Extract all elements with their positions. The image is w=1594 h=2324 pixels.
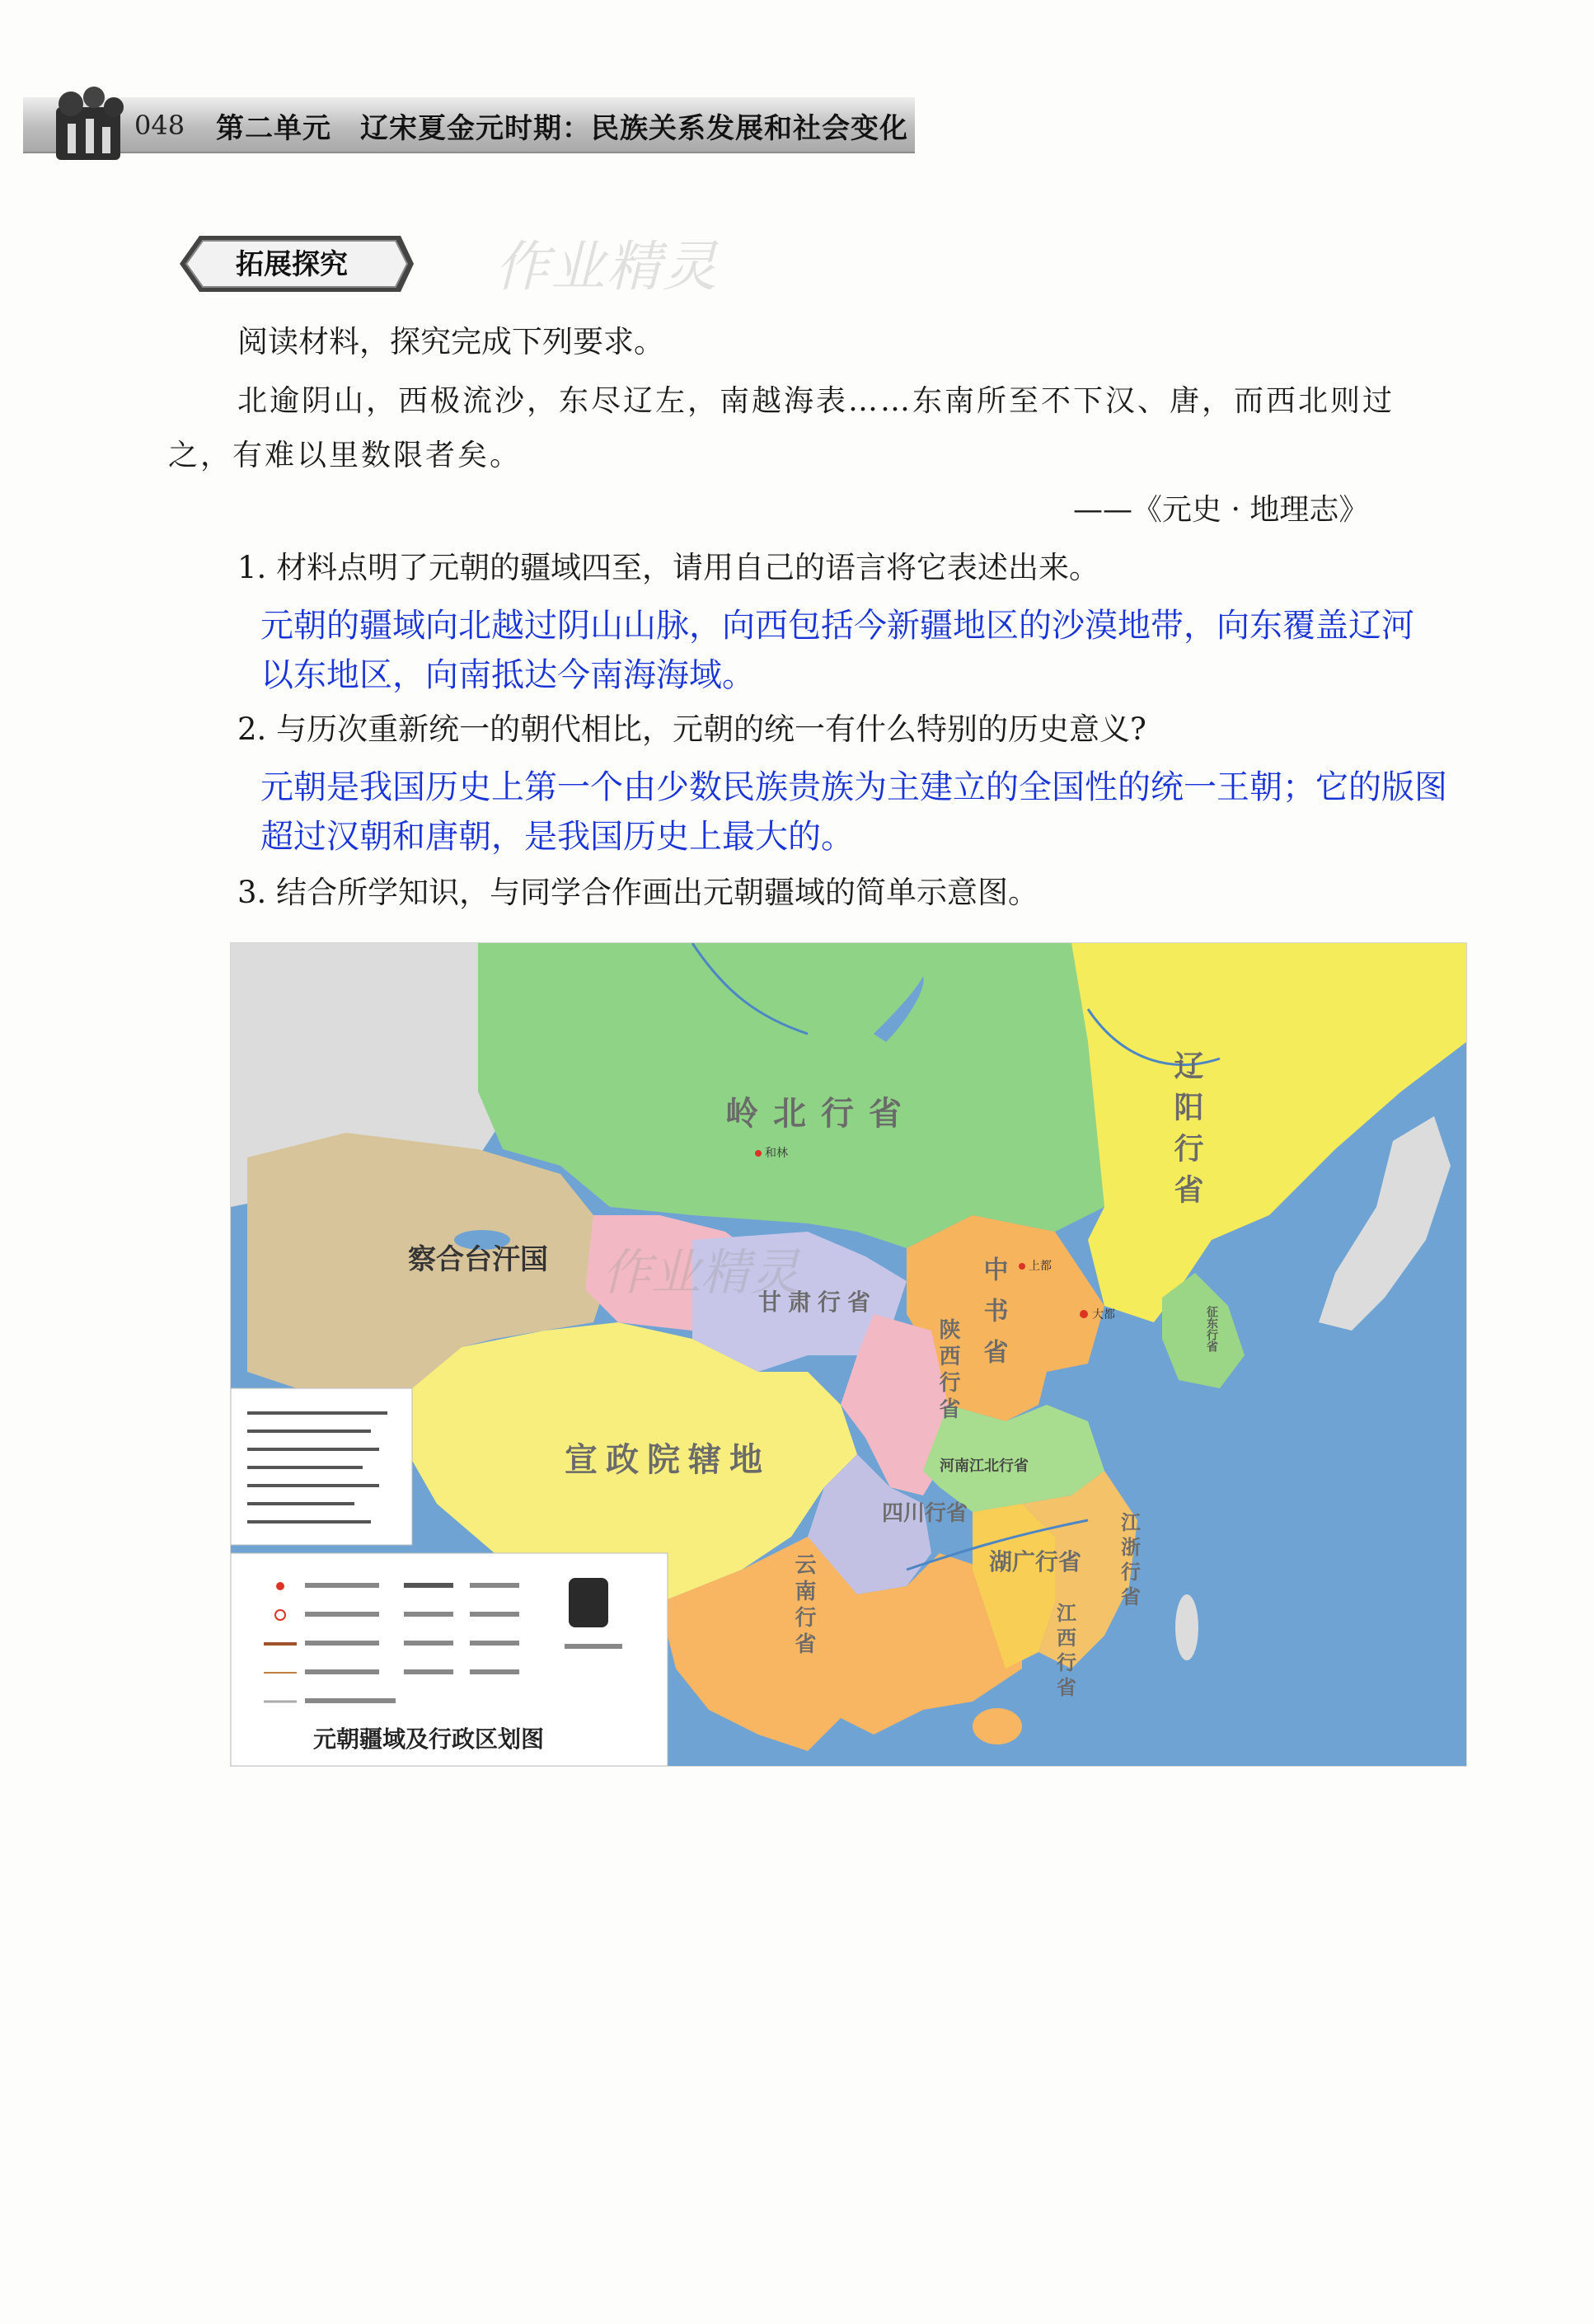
- label-zhengdong: 征东行省: [1205, 1306, 1218, 1352]
- map-title: 元朝疆域及行政区划图: [312, 1725, 545, 1753]
- city-shangdu: 上都: [1029, 1260, 1052, 1273]
- city-helin-marker: [755, 1150, 762, 1157]
- label-jiangzhe: 江浙行省: [1117, 1512, 1142, 1611]
- map-watermark: 作业精灵: [602, 1244, 799, 1302]
- city-shangdu-marker: [1019, 1263, 1025, 1270]
- city-dadu-marker: [1080, 1310, 1088, 1318]
- label-chagatai: 察合台汗国: [408, 1243, 548, 1276]
- answer-2-line-2: 超过汉朝和唐朝，是我国历史上最大的。: [260, 818, 854, 856]
- city-dadu: 大都: [1092, 1308, 1115, 1322]
- header-decoration-icon: [48, 86, 130, 165]
- page-number: 048: [134, 110, 185, 141]
- label-henan: 河南江北行省: [940, 1458, 1029, 1475]
- label-zhongshu: 中书省: [978, 1256, 1008, 1380]
- answer-1-line-1: 元朝的疆域向北越过阴山山脉，向西包括今新疆地区的沙漠地带，向东覆盖辽河: [260, 607, 1414, 645]
- section-badge: [165, 232, 417, 295]
- section-label: 拓展探究: [236, 248, 348, 281]
- question-3: 3. 结合所学知识，与同学合作画出元朝疆域的简单示意图。: [237, 875, 1039, 910]
- yuan-territory-map: [230, 942, 1467, 1767]
- label-liaoyang: 辽阳行省: [1170, 1050, 1204, 1215]
- section-watermark: 作业精灵: [495, 235, 719, 298]
- label-sichuan: 四川行省: [882, 1501, 968, 1526]
- label-jiangxi: 江西行省: [1053, 1603, 1077, 1702]
- quote-line-2: 之，有难以里数限者矣。: [168, 439, 523, 472]
- intro-text: 阅读材料，探究完成下列要求。: [237, 324, 664, 359]
- label-huguang: 湖广行省: [989, 1548, 1082, 1575]
- label-shaanxi: 陕西行省: [935, 1318, 960, 1424]
- label-gansu: 甘肃行省: [758, 1289, 878, 1316]
- taiwan-island: [1175, 1594, 1198, 1660]
- quote-line-1: 北逾阴山，西极流沙，东尽辽左，南越海表……东南所至不下汉、唐，而西北则过: [237, 384, 1395, 418]
- unit-title: 第二单元 辽宋夏金元时期：民族关系发展和社会变化: [216, 112, 908, 145]
- answer-2-line-1: 元朝是我国历史上第一个由少数民族贵族为主建立的全国性的统一王朝；它的版图: [260, 768, 1447, 806]
- question-1: 1. 材料点明了元朝的疆域四至，请用自己的语言将它表述出来。: [237, 550, 1100, 585]
- hainan-island: [973, 1708, 1022, 1744]
- label-yunnan: 云南行省: [791, 1553, 816, 1659]
- question-2: 2. 与历次重新统一的朝代相比，元朝的统一有什么特别的历史意义?: [237, 711, 1146, 747]
- publisher-seal-icon: [569, 1578, 608, 1627]
- quote-source: ——《元史 · 地理志》: [1073, 493, 1369, 527]
- answer-1-line-2: 以东地区，向南抵达今南海海域。: [260, 656, 755, 694]
- label-xuanzheng: 宣政院辖地: [565, 1440, 771, 1479]
- map-graphic: [231, 943, 1466, 1766]
- city-helin: 和林: [765, 1147, 788, 1160]
- label-lingbei: 岭北行省: [725, 1094, 917, 1133]
